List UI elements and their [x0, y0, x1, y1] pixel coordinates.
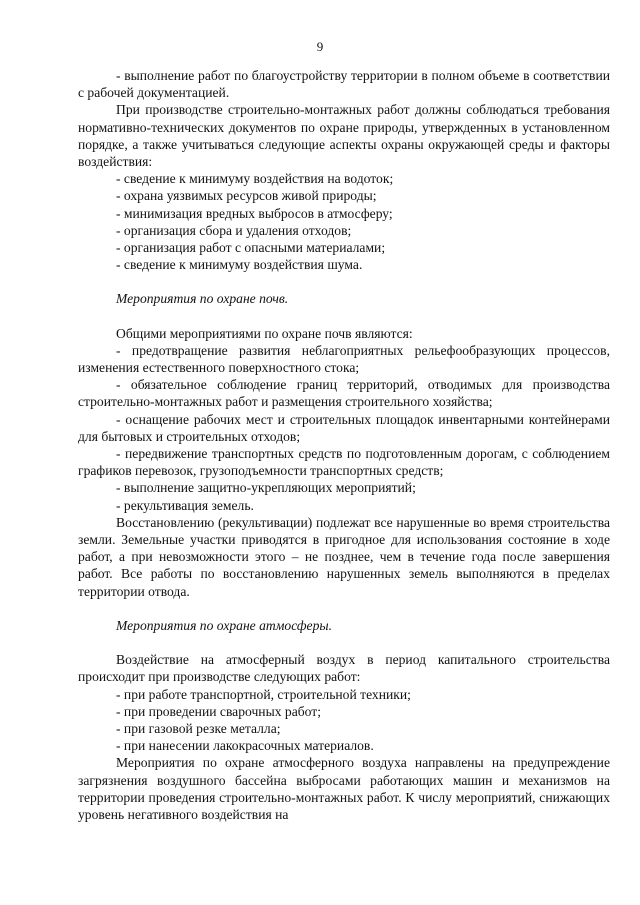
list-item-soil: - выполнение защитно-укрепляющих мероприятий; [116, 480, 416, 496]
list-item-aspect: - сведение к минимуму воздействия на водоток; [116, 171, 394, 187]
paragraph-landscaping: - выполнение работ по благоустройству территории в полном объеме в соответствии с рабочей документацией. [78, 68, 610, 101]
list-item-aspect: - организация сбора и удаления отходов; [116, 222, 352, 238]
list-item-aspect: - минимизация вредных выбросов в атмосферу; [116, 205, 393, 221]
paragraph-soil-intro: Общими мероприятиями по охране почв являются: [116, 325, 413, 341]
list-item-soil: - передвижение транспортных средств по подготовленным дорогам, с соблюдением графиков перевозок, грузоподъемности транспортных средств; [78, 446, 610, 479]
paragraph-requirements: При производстве строительно-монтажных работ должны соблюдаться требования нормативно-технических документов по охране природы, утвержденных в установленном порядке, а также учитываться следующие аспекты охраны окружающей среды и факторы воздействия: [78, 102, 610, 170]
page-body [78, 67, 610, 823]
list-item-soil: - оснащение рабочих мест и строительных площадок инвентарными контейнерами для бытовых и строительных отходов; [78, 411, 610, 444]
section-heading-atmosphere: Мероприятия по охране атмосферы. [116, 617, 332, 633]
list-item-aspect: - сведение к минимуму воздействия шума. [116, 257, 363, 273]
list-item-aspect: - организация работ с опасными материалами; [116, 240, 386, 256]
list-item-atmosphere: - при проведении сварочных работ; [116, 703, 321, 719]
paragraph-atmosphere-measures: Мероприятия по охране атмосферного воздуха направлены на предупреждение загрязнения воздушного бассейна выбросами работающих машин и механизмов на территории проведения строительно-монтажных работ. К числу мероприятий, снижающих уровень негативного воздействия на [78, 755, 610, 822]
list-item-atmosphere: - при газовой резке металла; [116, 720, 281, 736]
list-item-aspect: - охрана уязвимых ресурсов живой природы; [116, 188, 377, 204]
section-heading-soil: Мероприятия по охране почв. [116, 291, 289, 307]
list-item-soil: - предотвращение развития неблагоприятных рельефообразующих процессов, изменения естественного поверхностного стока; [78, 342, 610, 376]
list-item-atmosphere: - при работе транспортной, строительной техники; [116, 686, 411, 702]
paragraph-atmosphere-intro: Воздействие на атмосферный воздух в период капитального строительства происходит при производстве следующих работ: [78, 652, 610, 685]
paragraph-restoration: Восстановлению (рекультивации) подлежат все нарушенные во время строительства земли. Земельные участки приводятся в пригодное для использования состояние в ходе работ, а при невозможности этого – не позднее, чем в течение года после завершения работ. Все работы по восстановлению нарушенных земель выполняются в пределах территории отвода. [78, 514, 610, 599]
list-item-atmosphere: - при нанесении лакокрасочных материалов. [116, 738, 374, 754]
page-number: 9 [316, 39, 324, 54]
list-item-soil: - обязательное соблюдение границ территорий, отводимых для производства строительно-монтажных работ и размещения строительного хозяйства; [78, 377, 610, 410]
list-item-soil: - рекультивация земель. [116, 497, 254, 513]
